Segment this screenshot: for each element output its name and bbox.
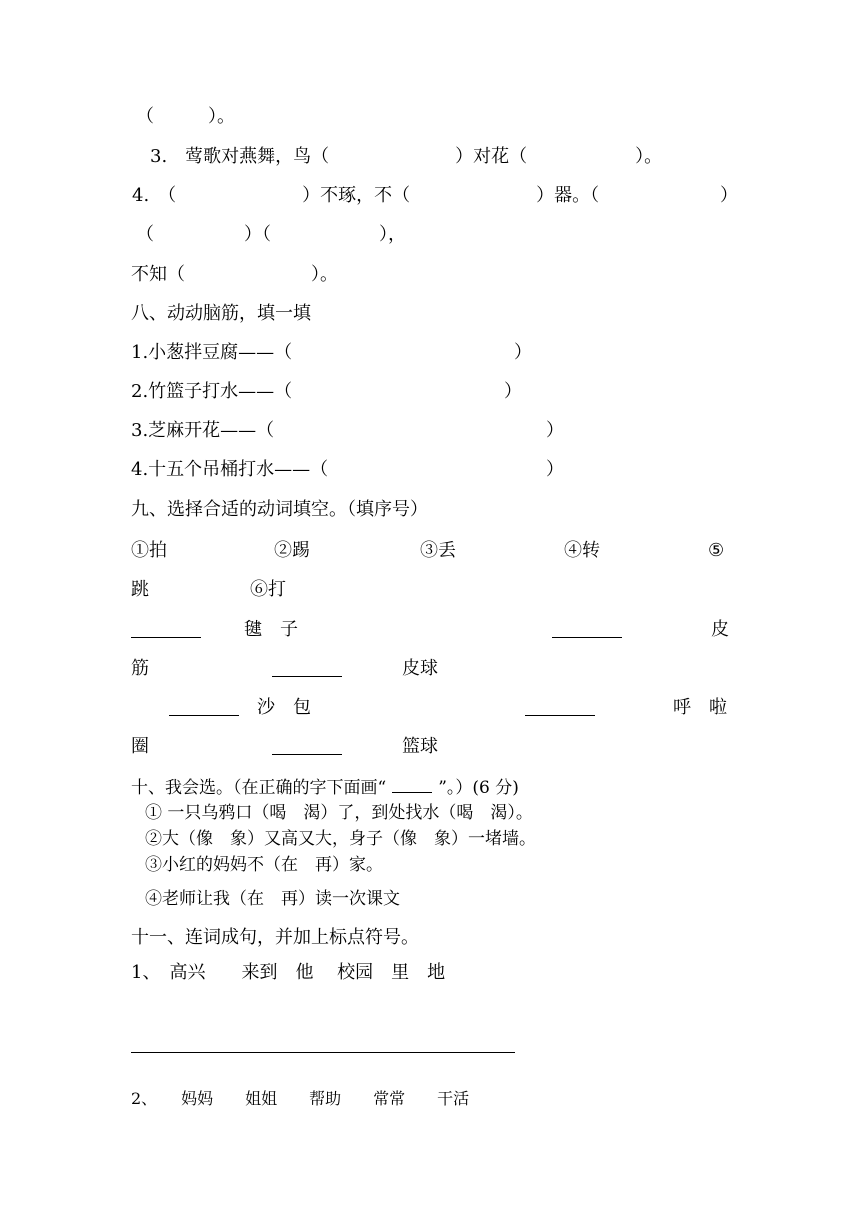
option-5-word: 跳 bbox=[131, 579, 149, 600]
question-4: 4. （ ）不琢，不（ ）器。（ bbox=[132, 185, 600, 206]
riddle-3-close: ） bbox=[546, 420, 564, 441]
option-5: ⑤ bbox=[708, 540, 725, 561]
blank-line bbox=[272, 754, 342, 755]
option-6: ⑥打 bbox=[250, 579, 286, 600]
riddle-2: 2.竹篮子打水——（ bbox=[131, 381, 293, 402]
riddle-1-close: ） bbox=[514, 342, 532, 363]
blank-line bbox=[552, 637, 622, 638]
riddle-3: 3.芝麻开花——（ bbox=[131, 420, 275, 441]
underline-sample bbox=[392, 776, 432, 793]
word-piqiu: 皮球 bbox=[402, 658, 438, 679]
word-shabao: 沙 包 bbox=[257, 697, 311, 718]
word-pijin-2: 筋 bbox=[131, 658, 149, 679]
word-lanqiu: 篮球 bbox=[402, 736, 438, 757]
riddle-2-close: ） bbox=[504, 381, 522, 402]
question-4-close: ） bbox=[720, 185, 738, 206]
choice-2: ②大（像 象）又高又大，身子（像 象）一堵墙。 bbox=[145, 829, 536, 849]
riddle-4: 4.十五个吊桶打水——（ bbox=[131, 459, 329, 480]
section-11-title: 十一、连词成句，并加上标点符号。 bbox=[131, 927, 419, 948]
riddle-1: 1.小葱拌豆腐——（ bbox=[131, 342, 293, 363]
choice-3: ③小红的妈妈不（在 再）家。 bbox=[145, 855, 383, 875]
question-3: 3. 莺歌对燕舞，鸟（ ）对花（ ）。 bbox=[150, 146, 663, 167]
choice-4: ④老师让我（在 再）读一次课文 bbox=[145, 889, 400, 909]
section-10-title: 十、我会选。（在正确的字下面画“ ”。）(6 分) bbox=[131, 778, 519, 798]
blank-line bbox=[525, 715, 595, 716]
option-3: ③丢 bbox=[420, 540, 456, 561]
word-jianzi: 毽 子 bbox=[244, 619, 298, 640]
blank-line bbox=[131, 637, 201, 638]
word-hula-1: 呼 啦 bbox=[673, 697, 727, 718]
question-4-cont: （ ）（ ）， bbox=[136, 224, 406, 245]
sentence-2-words: 2、 妈妈 姐姐 帮助 常常 干活 bbox=[131, 1089, 470, 1108]
blank-line bbox=[272, 676, 342, 677]
blank-line bbox=[169, 715, 239, 716]
sentence-1-words: 1、 高兴 来到 他 校园 里 地 bbox=[131, 962, 446, 983]
section-9-title: 九、选择合适的动词填空。（填序号） bbox=[131, 499, 428, 520]
section-8-title: 八、动动脑筋，填一填 bbox=[131, 303, 311, 324]
line-continuation: （ ）。 bbox=[136, 106, 235, 127]
answer-line bbox=[131, 1052, 515, 1053]
option-4: ④转 bbox=[564, 540, 600, 561]
riddle-4-close: ） bbox=[546, 459, 564, 480]
word-hula-2: 圈 bbox=[131, 736, 149, 757]
question-4-end: 不知（ ）。 bbox=[131, 264, 338, 285]
word-pijin-1: 皮 bbox=[711, 619, 729, 640]
option-2: ②踢 bbox=[274, 540, 310, 561]
choice-1: ① 一只乌鸦口（喝 渴）了，到处找水（喝 渴）。 bbox=[145, 803, 533, 823]
option-1: ①拍 bbox=[131, 540, 167, 561]
